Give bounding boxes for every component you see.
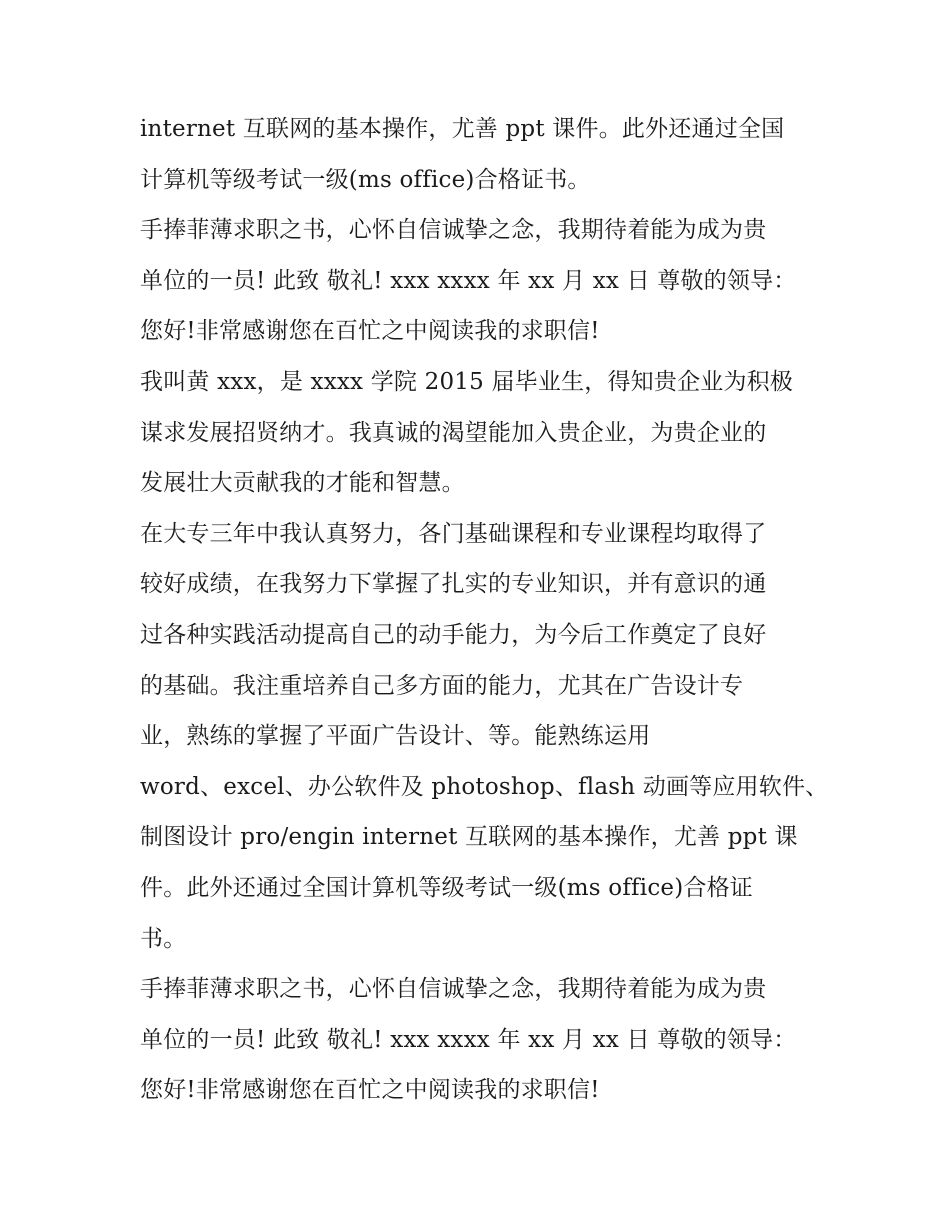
letter-body [140,104,829,1116]
text-line: 发展壮大贡献我的才能和智慧。 [140,470,465,497]
text-line: 您好!非常感谢您在百忙之中阅读我的求职信! [140,1077,600,1104]
text-line: 谋求发展招贤纳才。我真诚的渴望能加入贵企业，为贵企业的 [140,419,767,446]
text-line: 我叫黄 xxx，是 xxxx 学院 2015 届毕业生，得知贵企业为积极 [140,368,794,395]
text-line: 手捧菲薄求职之书，心怀自信诚挚之念，我期待着能为成为贵 [140,976,767,1003]
text-line: 的基础。我注重培养自己多方面的能力，尤其在广告设计专 [140,672,744,699]
text-line: 单位的一员! 此致 敬礼! xxx xxxx 年 xx 月 xx 日 尊敬的领导： [140,1026,797,1053]
text-line: word、excel、办公软件及 photoshop、flash 动画等应用软件、 [140,773,829,800]
text-line: 您好!非常感谢您在百忙之中阅读我的求职信! [140,318,600,345]
text-line: 单位的一员! 此致 敬礼! xxx xxxx 年 xx 月 xx 日 尊敬的领导： [140,267,797,294]
text-line: 制图设计 pro/engin internet 互联网的基本操作，尤善 ppt 课 [140,824,798,851]
text-line: 较好成绩，在我努力下掌握了扎实的专业知识，并有意识的通 [140,571,767,598]
text-line: internet 互联网的基本操作，尤善 ppt 课件。此外还通过全国 [140,116,785,142]
text-line: 过各种实践活动提高自己的动手能力，为今后工作奠定了良好 [140,621,767,648]
text-line: 计算机等级考试一级(ms office)合格证书。 [140,166,591,193]
text-line: 书。 [140,925,187,952]
text-line: 手捧菲薄求职之书，心怀自信诚挚之念，我期待着能为成为贵 [140,217,767,244]
text-line: 在大专三年中我认真努力，各门基础课程和专业课程均取得了 [140,520,767,547]
text-line: 业，熟练的掌握了平面广告设计、等。能熟练运用 [140,723,651,750]
text-line: 件。此外还通过全国计算机等级考试一级(ms office)合格证 [140,874,753,901]
